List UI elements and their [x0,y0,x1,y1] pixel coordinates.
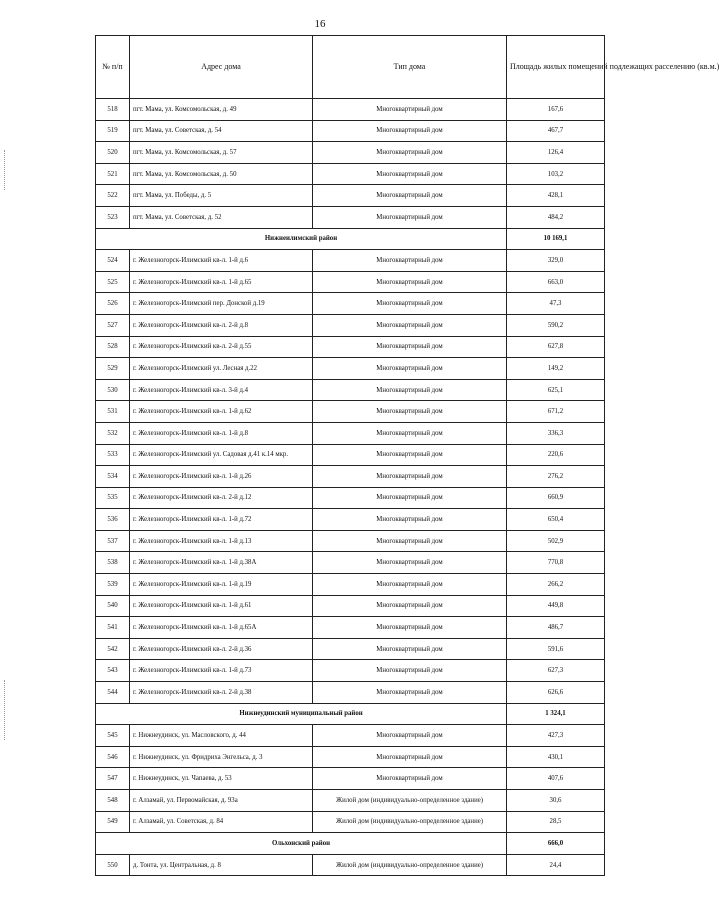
row-address: г. Алзамай, ул. Советская, д. 84 [130,811,313,833]
row-address: г. Железногорск-Илимский кв-л. 2-й д.12 [130,487,313,509]
row-address: г. Железногорск-Илимский кв-л. 1-й д.8 [130,422,313,444]
row-house-type: Многоквартирный дом [313,530,507,552]
row-number: 540 [96,595,130,617]
row-area: 650,4 [507,509,605,531]
table-row [96,574,605,596]
row-house-type: Многоквартирный дом [313,379,507,401]
row-address: г. Железногорск-Илимский кв-л. 1-й д.72 [130,509,313,531]
row-address: пгт. Мама, ул. Комсомольская, д. 50 [130,163,313,185]
region-total: 666,0 [507,833,605,855]
row-house-type: Многоквартирный дом [313,422,507,444]
table-row [96,790,605,812]
row-address: пгт. Мама, ул. Комсомольская, д. 49 [130,99,313,121]
header-num: № п/п [96,36,130,99]
region-name: Нижнеилимский район [96,228,507,250]
row-house-type: Многоквартирный дом [313,574,507,596]
row-house-type: Многоквартирный дом [313,314,507,336]
row-number: 550 [96,854,130,876]
row-house-type: Многоквартирный дом [313,142,507,164]
row-house-type: Многоквартирный дом [313,617,507,639]
row-house-type: Многоквартирный дом [313,401,507,423]
row-number: 525 [96,271,130,293]
row-address: пгт. Мама, ул. Комсомольская, д. 57 [130,142,313,164]
row-house-type: Многоквартирный дом [313,206,507,228]
row-address: г. Железногорск-Илимский пер. Донской д.19 [130,293,313,315]
row-number: 527 [96,314,130,336]
table-row [96,487,605,509]
row-number: 541 [96,617,130,639]
row-area: 329,0 [507,250,605,272]
scan-artifact-top [4,150,7,190]
region-total: 10 169,1 [507,228,605,250]
row-address: г. Железногорск-Илимский кв-л. 2-й д.55 [130,336,313,358]
row-number: 518 [96,99,130,121]
row-address: г. Железногорск-Илимский ул. Лесная д.22 [130,358,313,380]
row-address: г. Нижнеудинск, ул. Фридриха Энгельса, д. 3 [130,746,313,768]
row-area: 276,2 [507,466,605,488]
row-area: 625,1 [507,379,605,401]
row-number: 519 [96,120,130,142]
row-number: 533 [96,444,130,466]
region-total: 1 324,1 [507,703,605,725]
table-row [96,206,605,228]
row-address: пгт. Мама, ул. Победы, д. 5 [130,185,313,207]
row-number: 543 [96,660,130,682]
housing-table [95,35,719,876]
table-row [96,422,605,444]
row-house-type: Жилой дом (индивидуально-определенное здание) [313,854,507,876]
table-row [96,682,605,704]
region-row [96,703,605,725]
row-house-type: Многоквартирный дом [313,271,507,293]
row-address: пгт. Мама, ул. Советская, д. 54 [130,120,313,142]
table-row [96,379,605,401]
row-house-type: Многоквартирный дом [313,250,507,272]
row-address: д. Тонта, ул. Центральная, д. 8 [130,854,313,876]
row-house-type: Многоквартирный дом [313,185,507,207]
row-area: 770,8 [507,552,605,574]
row-area: 28,5 [507,811,605,833]
row-number: 529 [96,358,130,380]
table-row [96,768,605,790]
row-address: г. Железногорск-Илимский кв-л. 1-й д.61 [130,595,313,617]
row-number: 549 [96,811,130,833]
region-row [96,228,605,250]
row-house-type: Многоквартирный дом [313,487,507,509]
row-number: 530 [96,379,130,401]
row-address: г. Железногорск-Илимский кв-л. 1-й д.6 [130,250,313,272]
row-number: 536 [96,509,130,531]
row-house-type: Многоквартирный дом [313,595,507,617]
row-area: 502,9 [507,530,605,552]
row-area: 126,4 [507,142,605,164]
row-number: 523 [96,206,130,228]
row-number: 532 [96,422,130,444]
row-house-type: Жилой дом (индивидуально-определенное здание) [313,790,507,812]
row-address: г. Железногорск-Илимский кв-л. 1-й д.65 [130,271,313,293]
table-row [96,185,605,207]
row-area: 430,1 [507,746,605,768]
table-row [96,142,605,164]
row-house-type: Многоквартирный дом [313,466,507,488]
table-row [96,854,605,876]
row-house-type: Многоквартирный дом [313,336,507,358]
row-house-type: Многоквартирный дом [313,163,507,185]
header-type: Тип дома [313,36,507,99]
row-number: 548 [96,790,130,812]
table-body [96,99,605,876]
row-house-type: Многоквартирный дом [313,725,507,747]
table-row [96,163,605,185]
row-area: 449,8 [507,595,605,617]
row-area: 484,2 [507,206,605,228]
row-area: 486,7 [507,617,605,639]
row-area: 266,2 [507,574,605,596]
region-name: Нижнеудинский муниципальный район [96,703,507,725]
row-area: 627,8 [507,336,605,358]
row-number: 545 [96,725,130,747]
row-house-type: Многоквартирный дом [313,682,507,704]
row-number: 522 [96,185,130,207]
row-area: 167,6 [507,99,605,121]
row-house-type: Многоквартирный дом [313,768,507,790]
table-row [96,336,605,358]
row-area: 591,6 [507,638,605,660]
row-house-type: Многоквартирный дом [313,746,507,768]
row-area: 407,6 [507,768,605,790]
row-number: 524 [96,250,130,272]
row-address: г. Алзамай, ул. Первомайская, д. 93а [130,790,313,812]
table-row [96,509,605,531]
row-area: 428,1 [507,185,605,207]
row-number: 531 [96,401,130,423]
row-address: г. Железногорск-Илимский кв-л. 1-й д.26 [130,466,313,488]
table-row [96,595,605,617]
table-row [96,401,605,423]
page-number: 16 [314,18,326,30]
row-number: 544 [96,682,130,704]
row-house-type: Многоквартирный дом [313,660,507,682]
row-address: г. Железногорск-Илимский кв-л. 1-й д.73 [130,660,313,682]
row-area: 220,6 [507,444,605,466]
header-area: Площадь жилых помещений подлежащих расселению (кв.м.) [507,36,605,99]
scan-artifact-bottom [4,680,7,740]
table-row [96,638,605,660]
row-house-type: Многоквартирный дом [313,638,507,660]
table-row [96,271,605,293]
row-address: пгт. Мама, ул. Советская, д. 52 [130,206,313,228]
row-number: 546 [96,746,130,768]
row-address: г. Железногорск-Илимский кв-л. 2-й д.8 [130,314,313,336]
row-address: г. Железногорск-Илимский кв-л. 1-й д.19 [130,574,313,596]
table-row [96,250,605,272]
row-number: 537 [96,530,130,552]
table-row [96,530,605,552]
table-row [96,120,605,142]
row-house-type: Многоквартирный дом [313,552,507,574]
row-address: г. Железногорск-Илимский кв-л. 3-й д.4 [130,379,313,401]
row-area: 30,6 [507,790,605,812]
region-row [96,833,605,855]
row-address: г. Железногорск-Илимский ул. Садовая д.41 к.14 мкр. [130,444,313,466]
table-header-row [96,36,605,99]
table-row [96,444,605,466]
row-address: г. Железногорск-Илимский кв-л. 1-й д.38А [130,552,313,574]
row-house-type: Многоквартирный дом [313,99,507,121]
table-row [96,552,605,574]
row-number: 542 [96,638,130,660]
row-area: 24,4 [507,854,605,876]
row-number: 528 [96,336,130,358]
row-address: г. Нижнеудинск, ул. Масловского, д. 44 [130,725,313,747]
table-row [96,466,605,488]
row-number: 534 [96,466,130,488]
table-row [96,746,605,768]
row-address: г. Нижнеудинск, ул. Чапаева, д. 53 [130,768,313,790]
row-house-type: Многоквартирный дом [313,444,507,466]
header-address: Адрес дома [130,36,313,99]
row-area: 671,2 [507,401,605,423]
row-area: 467,7 [507,120,605,142]
row-number: 520 [96,142,130,164]
row-area: 663,0 [507,271,605,293]
table-row [96,725,605,747]
row-address: г. Железногорск-Илимский кв-л. 2-й д.38 [130,682,313,704]
row-area: 660,9 [507,487,605,509]
row-number: 521 [96,163,130,185]
row-area: 336,3 [507,422,605,444]
row-address: г. Железногорск-Илимский кв-л. 1-й д.62 [130,401,313,423]
table-row [96,617,605,639]
row-house-type: Многоквартирный дом [313,120,507,142]
row-number: 547 [96,768,130,790]
row-number: 539 [96,574,130,596]
row-house-type: Многоквартирный дом [313,509,507,531]
row-number: 538 [96,552,130,574]
row-number: 526 [96,293,130,315]
table-row [96,358,605,380]
row-area: 626,6 [507,682,605,704]
row-house-type: Многоквартирный дом [313,293,507,315]
row-area: 627,3 [507,660,605,682]
table-row [96,811,605,833]
row-area: 590,2 [507,314,605,336]
row-address: г. Железногорск-Илимский кв-л. 2-й д.36 [130,638,313,660]
row-address: г. Железногорск-Илимский кв-л. 1-й д.13 [130,530,313,552]
row-address: г. Железногорск-Илимский кв-л. 1-й д.65А [130,617,313,639]
row-area: 149,2 [507,358,605,380]
row-area: 427,3 [507,725,605,747]
table-row [96,660,605,682]
table-row [96,314,605,336]
row-area: 47,3 [507,293,605,315]
row-number: 535 [96,487,130,509]
row-house-type: Жилой дом (индивидуально-определенное здание) [313,811,507,833]
table-row [96,99,605,121]
row-area: 103,2 [507,163,605,185]
table-row [96,293,605,315]
region-name: Ольхонский район [96,833,507,855]
row-house-type: Многоквартирный дом [313,358,507,380]
